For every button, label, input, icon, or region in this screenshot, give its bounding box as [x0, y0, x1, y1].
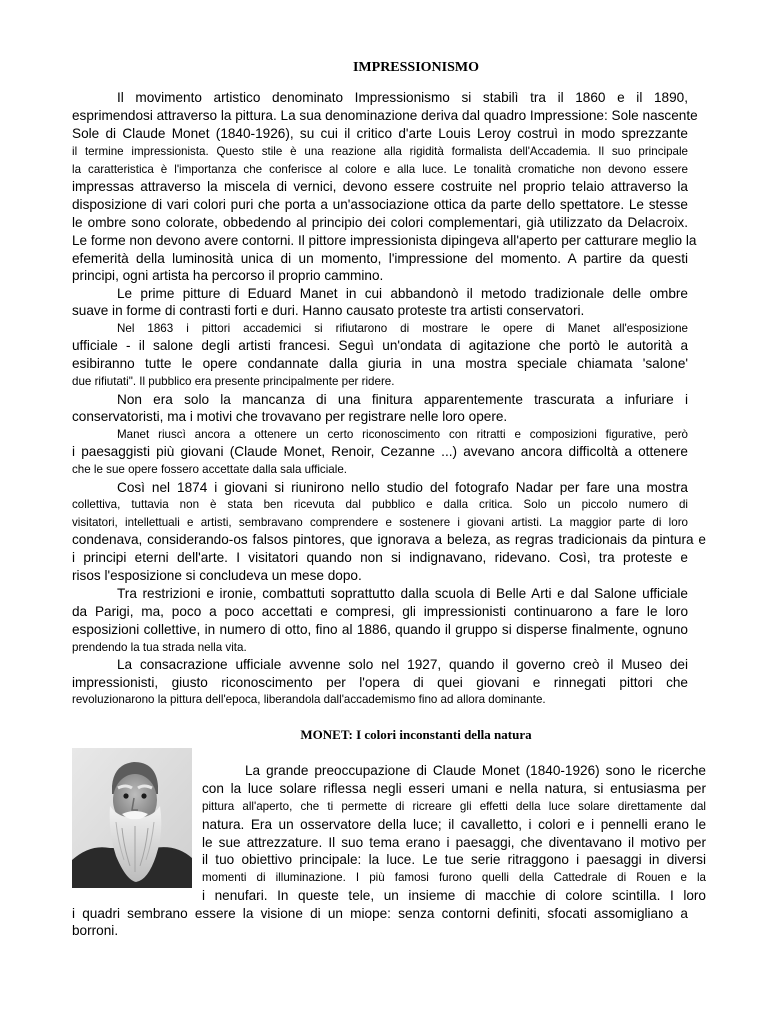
paragraph-line: principi, ogni artista ha percorso il proprio cammino. — [72, 268, 384, 283]
paragraph-line: i quadri sembrano essere la visione di un miope: senza contorni definiti, sfocati assomigliano a — [72, 906, 688, 921]
paragraph-line: due rifiutati". Il pubblico era presente principalmente per ridere. — [72, 375, 395, 388]
paragraph-line: Tra restrizioni e ironie, combattuti soprattutto dalla scuola di Belle Arti e dal Salone ufficiale — [117, 586, 688, 601]
paragraph-line: momenti di illuminazione. I più famosi furono quelli della Cattedrale di Rouen e la — [202, 871, 706, 884]
paragraph-line: La consacrazione ufficiale avvenne solo nel 1927, quando il governo creò il Museo dei — [117, 657, 688, 672]
paragraph-line: borroni. — [72, 923, 119, 938]
paragraph-line: natura. Era un osservatore della luce; il cavalletto, i colori e i pennelli erano le — [202, 817, 706, 832]
paragraph-line: Nel 1863 i pittori accademici si rifiutarono di mostrare le opere di Manet all'esposizione — [117, 322, 688, 335]
monet-portrait — [72, 748, 192, 888]
paragraph-line: ufficiale - il salone degli artisti francesi. Seguì un'ondata di agitazione che portò le autorità a — [72, 338, 688, 353]
paragraph-line: che le sue opere fossero accettate dalla sala ufficiale. — [72, 463, 347, 476]
paragraph-line: la caratteristica è l'importanza che conferisce al colore e alla luce. Le tonalità cromatiche non devono essere — [72, 163, 688, 176]
paragraph-line: Sole di Claude Monet (1840-1926), su cui il critico d'arte Louis Leroy costruì in modo sprezzante — [72, 126, 688, 141]
document-title: IMPRESSIONISMO — [352, 60, 480, 75]
paragraph-line: conservatoristi, ma i motivi che trovavano per registrare nelle loro opere. — [72, 409, 508, 424]
paragraph-line: esprimendosi attraverso la pittura. La sua denominazione deriva dal quadro Impressione: Sole nascente — [72, 108, 698, 123]
section-title-monet: MONET: I colori inconstanti della natura — [300, 727, 532, 742]
paragraph-line: Non era solo la mancanza di una finitura apparentemente trascurata a infuriare i — [117, 392, 688, 407]
paragraph-line: La grande preoccupazione di Claude Monet (1840-1926) sono le ricerche — [245, 763, 706, 778]
paragraph-line: risos l'esposizione si concludeva un mese dopo. — [72, 568, 362, 583]
paragraph-line: Le prime pitture di Eduard Manet in cui abbandonò il metodo tradizionale delle ombre — [117, 286, 688, 301]
paragraph-line: collettiva, tuttavia non è stata ben ricevuta dal pubblico e dalla critica. Solo un piccolo numero di — [72, 498, 688, 511]
paragraph-line: impressionisti, giusto riconoscimento per l'opera di quei giovani e rinnegati pittori che — [72, 675, 688, 690]
paragraph-line: il tuo obiettivo principale: la luce. Le tue serie ritraggono i paesaggi in diversi — [202, 852, 706, 867]
paragraph-line: disposizione di vari colori puri che porta a un'associazione ottica da parte dello spettatore. Le stesse — [72, 197, 688, 212]
paragraph-line: Così nel 1874 i giovani si riunirono nello studio del fotografo Nadar per fare una mostra — [117, 480, 688, 495]
paragraph-line: esibiranno tutte le opere condannate dalla giuria in una mostra speciale chiamata 'salone' — [72, 356, 688, 371]
paragraph-line: i principi eterni dell'arte. I visitatori quando non si indignavano, ridevano. Così, tra proteste e — [72, 550, 688, 565]
paragraph-line: il termine impressionista. Questo stile è una reazione alla rigidità formalista dell'Accademia. Il suo principale — [72, 145, 688, 158]
paragraph-line: Manet riuscì ancora a ottenere un certo riconoscimento con ritratti e composizioni figurative, però — [117, 428, 688, 441]
paragraph-line: visitatori, intellettuali e artisti, sembravano comprendere e sostenere i giovani artisti. La maggior parte di loro — [72, 516, 688, 529]
paragraph-line: i nenufari. In queste tele, un insieme di macchie di colore scintilla. I loro — [202, 888, 706, 903]
paragraph-line: i paesaggisti più giovani (Claude Monet, Renoir, Cezanne ...) avevano ancora difficoltà a ottenere — [72, 444, 688, 459]
paragraph-line: suave in forme di contrasti forti e duri. Hanno causato proteste tra artisti conservatori. — [72, 303, 585, 318]
paragraph-line: pittura all'aperto, che ti permette di ricreare gli effetti della luce solare direttamente dal — [202, 800, 706, 813]
paragraph-line: le ombre sono colorate, obbedendo al principio dei colori complementari, già utilizzato da Delacroix. — [72, 215, 688, 230]
paragraph-line: efemerità della luminosità unica di un momento, l'impressione del momento. A partire da questi — [72, 251, 688, 266]
paragraph-line: Il movimento artistico denominato Impressionismo si stabilì tra il 1860 e il 1890, — [117, 90, 688, 105]
paragraph-line: condenava, considerando-os falsos pintores, que ignorava a beleza, as regras tradicionais da pintura e — [72, 532, 706, 547]
paragraph-line: prendendo la tua strada nella vita. — [72, 641, 247, 654]
paragraph-line: le sue attrezzature. Il suo tema erano i paesaggi, che diventavano il motivo per — [202, 835, 706, 850]
paragraph-line: esposizioni collettive, in numero di otto, fino al 1886, quando il gruppo si disperse finalmente, ognuno — [72, 622, 688, 637]
paragraph-line: con la luce solare riflessa negli esseri umani e nella natura, si entusiasma per — [202, 781, 706, 796]
paragraph-line: Le forme non devono avere contorni. Il pittore impressionista dipingeva all'aperto per catturare meglio la — [72, 233, 697, 248]
paragraph-line: da Parigi, ma, poco a poco accettati e compresi, gli impressionisti continuarono a fare le loro — [72, 604, 688, 619]
paragraph-line: impressas attraverso la miscela di vernici, devono essere costruite nel proprio telaio attraverso la — [72, 179, 688, 194]
paragraph-line: revoluzionarono la pittura dell'epoca, liberandola dall'accademismo fino ad allora dominante. — [72, 693, 546, 706]
